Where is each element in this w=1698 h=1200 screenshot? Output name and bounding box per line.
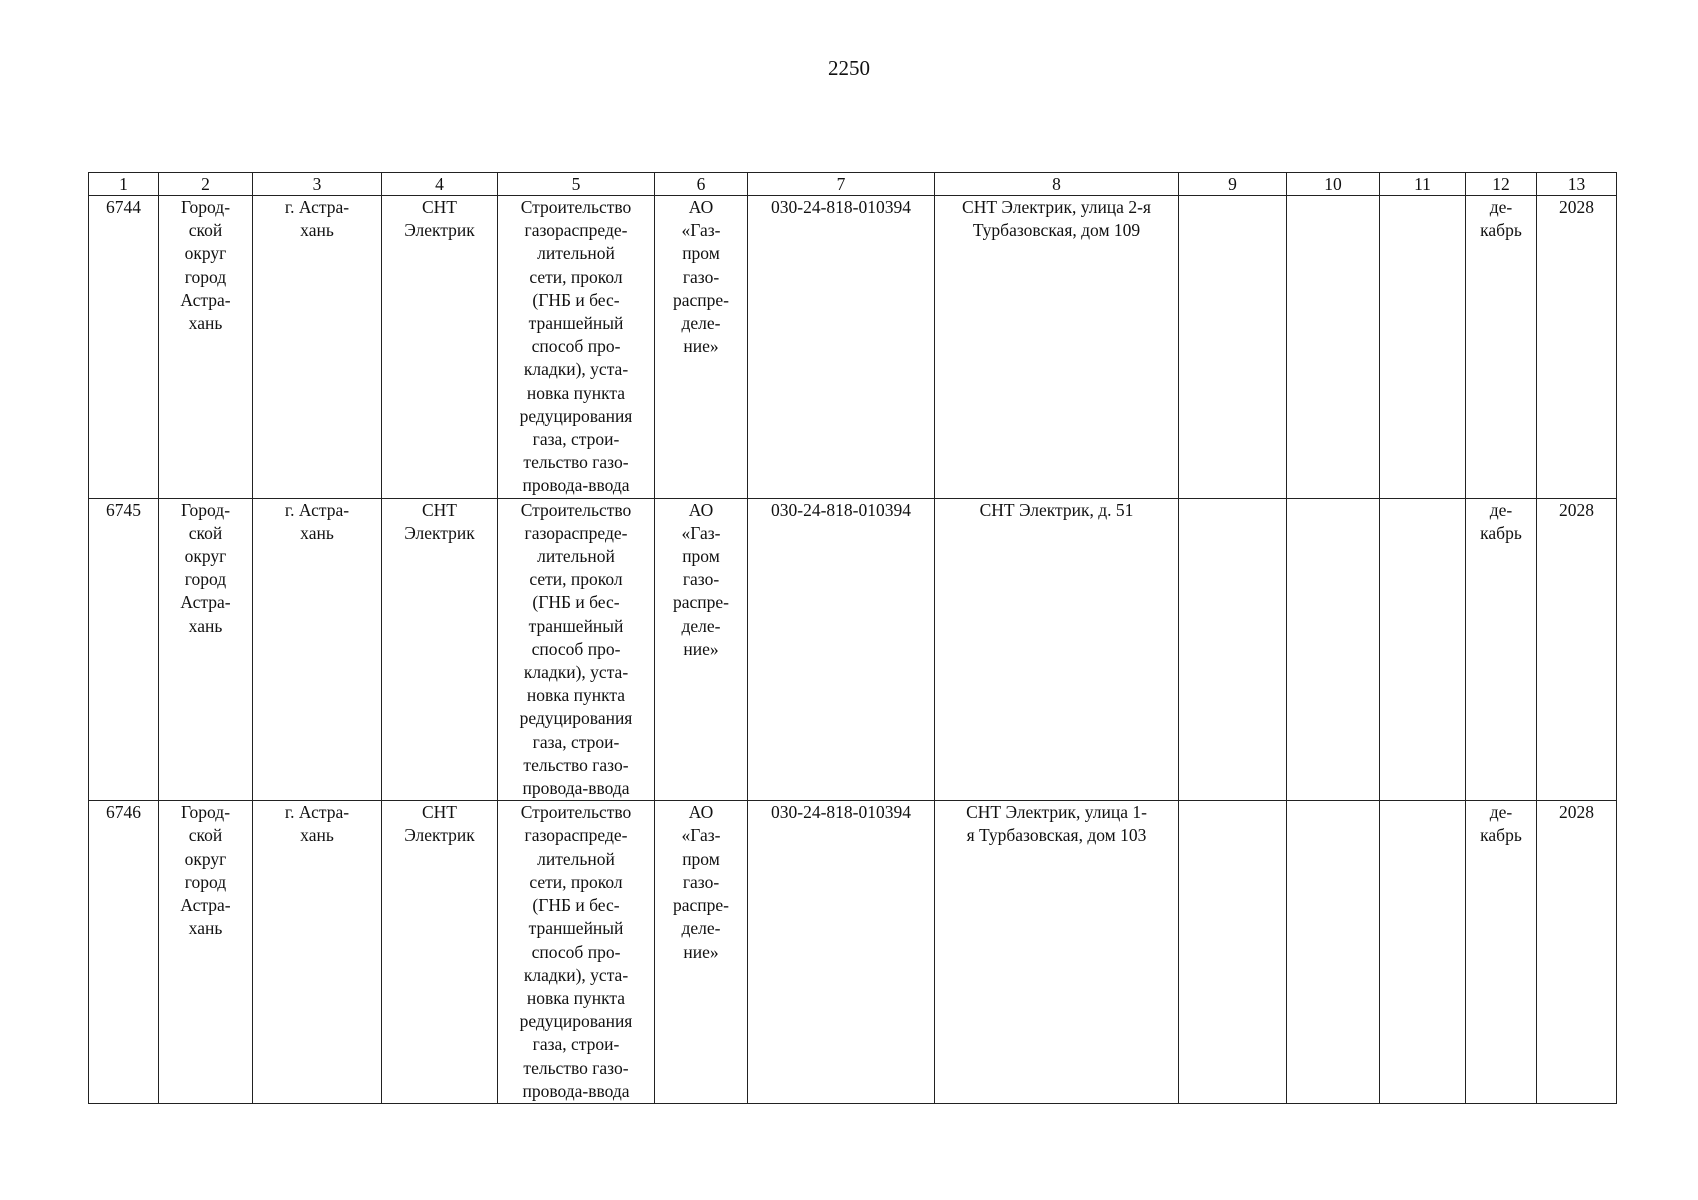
header-cell-6: 6 [655, 173, 748, 196]
municipality-cell: Город- ской округ город Астра- хань [159, 801, 253, 1104]
table-row [89, 196, 1617, 499]
month-cell: де- кабрь [1466, 196, 1537, 499]
object-cell: СНТ Электрик [382, 498, 498, 801]
code-cell: 030-24-818-010394 [748, 498, 935, 801]
table-header [89, 173, 1617, 196]
header-row [89, 173, 1617, 196]
municipality-cell: Город- ской округ город Астра- хань [159, 196, 253, 499]
col10-cell [1287, 801, 1380, 1104]
col11-cell [1380, 498, 1466, 801]
row-number-cell: 6745 [89, 498, 159, 801]
col9-cell [1179, 801, 1287, 1104]
municipality-cell: Город- ской округ город Астра- хань [159, 498, 253, 801]
table-row [89, 498, 1617, 801]
col10-cell [1287, 196, 1380, 499]
locality-cell: г. Астра- хань [253, 498, 382, 801]
header-cell-7: 7 [748, 173, 935, 196]
month-cell: де- кабрь [1466, 498, 1537, 801]
year-cell: 2028 [1537, 196, 1617, 499]
address-cell: СНТ Электрик, улица 2-я Турбазовская, дом 109 [935, 196, 1179, 499]
object-cell: СНТ Электрик [382, 196, 498, 499]
page-number: 2250 [828, 56, 870, 80]
works-cell: Строительство газораспреде- лительной сети, прокол (ГНБ и бес- траншейный способ про- кладки), уста- новка пункта редуцирования газа, строи- тельство газо- провода-ввода [498, 498, 655, 801]
header-cell-10: 10 [1287, 173, 1380, 196]
code-cell: 030-24-818-010394 [748, 196, 935, 499]
header-cell-8: 8 [935, 173, 1179, 196]
header-cell-12: 12 [1466, 173, 1537, 196]
address-cell: СНТ Электрик, д. 51 [935, 498, 1179, 801]
col11-cell [1380, 801, 1466, 1104]
object-cell: СНТ Электрик [382, 801, 498, 1104]
year-cell: 2028 [1537, 801, 1617, 1104]
year-cell: 2028 [1537, 498, 1617, 801]
row-number-cell: 6746 [89, 801, 159, 1104]
row-number-cell: 6744 [89, 196, 159, 499]
code-cell: 030-24-818-010394 [748, 801, 935, 1104]
header-cell-4: 4 [382, 173, 498, 196]
address-cell: СНТ Электрик, улица 1- я Турбазовская, дом 103 [935, 801, 1179, 1104]
col11-cell [1380, 196, 1466, 499]
gasification-table [88, 172, 1617, 1104]
organization-cell: АО «Газ- пром газо- распре- деле- ние» [655, 801, 748, 1104]
works-cell: Строительство газораспреде- лительной сети, прокол (ГНБ и бес- траншейный способ про- кладки), уста- новка пункта редуцирования газа, строи- тельство газо- провода-ввода [498, 801, 655, 1104]
works-cell: Строительство газораспреде- лительной сети, прокол (ГНБ и бес- траншейный способ про- кладки), уста- новка пункта редуцирования газа, строи- тельство газо- провода-ввода [498, 196, 655, 499]
col9-cell [1179, 498, 1287, 801]
header-cell-3: 3 [253, 173, 382, 196]
locality-cell: г. Астра- хань [253, 801, 382, 1104]
organization-cell: АО «Газ- пром газо- распре- деле- ние» [655, 498, 748, 801]
table-body [89, 196, 1617, 1104]
header-cell-9: 9 [1179, 173, 1287, 196]
header-cell-1: 1 [89, 173, 159, 196]
organization-cell: АО «Газ- пром газо- распре- деле- ние» [655, 196, 748, 499]
locality-cell: г. Астра- хань [253, 196, 382, 499]
header-cell-11: 11 [1380, 173, 1466, 196]
col9-cell [1179, 196, 1287, 499]
header-cell-13: 13 [1537, 173, 1617, 196]
col10-cell [1287, 498, 1380, 801]
header-cell-5: 5 [498, 173, 655, 196]
month-cell: де- кабрь [1466, 801, 1537, 1104]
header-cell-2: 2 [159, 173, 253, 196]
table-row [89, 801, 1617, 1104]
